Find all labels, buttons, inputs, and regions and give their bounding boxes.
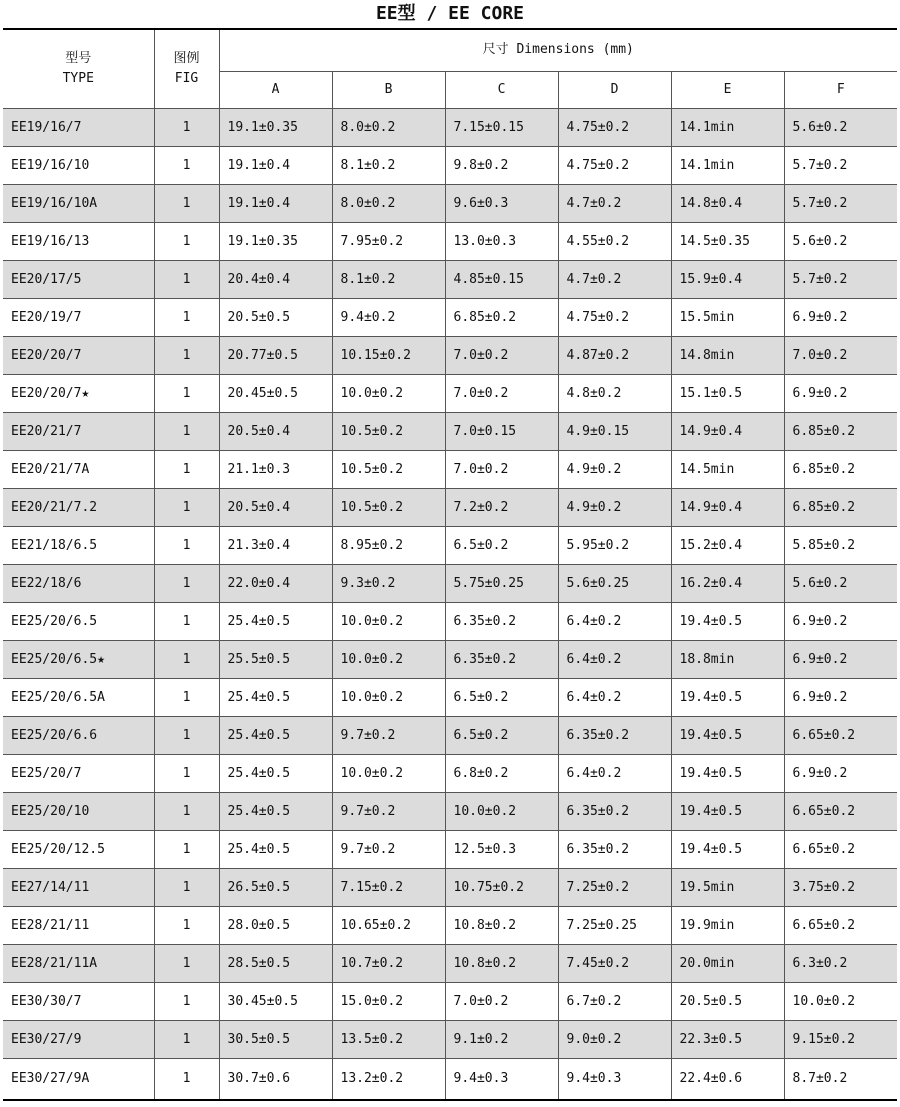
dim-c-cell: 4.85±0.15 [445,260,558,298]
table-row [3,830,897,868]
type-cell: EE22/18/6 [3,564,154,602]
fig-cell: 1 [154,260,219,298]
table-row [3,982,897,1020]
table-row [3,488,897,526]
dim-b-cell: 9.7±0.2 [332,792,445,830]
dim-c-cell: 6.5±0.2 [445,526,558,564]
dim-c-cell: 7.0±0.2 [445,982,558,1020]
table-row [3,1020,897,1058]
dim-b-cell: 15.0±0.2 [332,982,445,1020]
dim-d-cell: 6.4±0.2 [558,602,671,640]
table-row [3,336,897,374]
dim-f-cell: 6.65±0.2 [784,906,897,944]
dim-f-cell: 10.0±0.2 [784,982,897,1020]
dim-c-cell: 12.5±0.3 [445,830,558,868]
type-cell: EE28/21/11A [3,944,154,982]
table-row [3,602,897,640]
dim-e-cell: 18.8min [671,640,784,678]
fig-cell: 1 [154,412,219,450]
fig-cell: 1 [154,982,219,1020]
dim-d-cell: 9.4±0.3 [558,1058,671,1100]
dim-e-cell: 20.0min [671,944,784,982]
type-cell: EE19/16/7 [3,108,154,146]
type-cell: EE20/20/7 [3,336,154,374]
fig-cell: 1 [154,906,219,944]
dim-e-cell: 15.2±0.4 [671,526,784,564]
dim-e-cell: 22.4±0.6 [671,1058,784,1100]
dim-b-cell: 9.7±0.2 [332,716,445,754]
table-row [3,754,897,792]
dim-e-cell: 14.1min [671,146,784,184]
dim-c-cell: 9.4±0.3 [445,1058,558,1100]
dim-e-cell: 14.9±0.4 [671,412,784,450]
table-row [3,260,897,298]
dim-a-cell: 25.4±0.5 [219,602,332,640]
dim-a-cell: 25.4±0.5 [219,830,332,868]
type-header-cn: 型号 [65,50,92,66]
fig-cell: 1 [154,792,219,830]
table-row [3,868,897,906]
dim-e-cell: 14.5±0.35 [671,222,784,260]
dim-d-cell: 4.9±0.2 [558,450,671,488]
dim-b-cell: 8.95±0.2 [332,526,445,564]
dim-d-cell: 4.9±0.2 [558,488,671,526]
type-cell: EE19/16/13 [3,222,154,260]
dim-b-cell: 10.0±0.2 [332,678,445,716]
dim-a-cell: 22.0±0.4 [219,564,332,602]
dim-a-cell: 20.45±0.5 [219,374,332,412]
dim-e-cell: 15.5min [671,298,784,336]
dim-b-cell: 10.5±0.2 [332,488,445,526]
dim-f-cell: 6.65±0.2 [784,792,897,830]
dim-d-cell: 6.4±0.2 [558,640,671,678]
dim-b-cell: 9.3±0.2 [332,564,445,602]
type-cell: EE27/14/11 [3,868,154,906]
type-cell: EE20/21/7A [3,450,154,488]
type-cell: EE28/21/11 [3,906,154,944]
dim-c-cell: 10.75±0.2 [445,868,558,906]
table-row [3,944,897,982]
fig-cell: 1 [154,944,219,982]
type-cell: EE25/20/7 [3,754,154,792]
dim-d-cell: 6.35±0.2 [558,792,671,830]
column-header-e: E [671,71,784,108]
table-row [3,716,897,754]
dim-f-cell: 6.9±0.2 [784,298,897,336]
dim-e-cell: 14.5min [671,450,784,488]
fig-cell: 1 [154,184,219,222]
dim-b-cell: 8.1±0.2 [332,260,445,298]
table-row [3,792,897,830]
table-row [3,678,897,716]
dim-f-cell: 6.65±0.2 [784,716,897,754]
table-row [3,640,897,678]
dim-d-cell: 4.55±0.2 [558,222,671,260]
dim-f-cell: 5.7±0.2 [784,260,897,298]
dim-f-cell: 6.9±0.2 [784,640,897,678]
dim-f-cell: 6.9±0.2 [784,374,897,412]
dim-e-cell: 19.4±0.5 [671,716,784,754]
dim-b-cell: 10.15±0.2 [332,336,445,374]
dim-b-cell: 10.7±0.2 [332,944,445,982]
type-cell: EE25/20/6.5A [3,678,154,716]
type-cell: EE20/21/7 [3,412,154,450]
fig-cell: 1 [154,564,219,602]
dim-b-cell: 10.5±0.2 [332,450,445,488]
dim-e-cell: 19.4±0.5 [671,830,784,868]
dim-b-cell: 7.95±0.2 [332,222,445,260]
dim-e-cell: 19.4±0.5 [671,792,784,830]
dim-d-cell: 7.45±0.2 [558,944,671,982]
dim-a-cell: 26.5±0.5 [219,868,332,906]
dim-e-cell: 22.3±0.5 [671,1020,784,1058]
dim-a-cell: 19.1±0.35 [219,222,332,260]
dim-f-cell: 5.6±0.2 [784,222,897,260]
dim-f-cell: 6.85±0.2 [784,450,897,488]
dim-e-cell: 20.5±0.5 [671,982,784,1020]
dim-a-cell: 20.4±0.4 [219,260,332,298]
dim-d-cell: 4.8±0.2 [558,374,671,412]
dim-c-cell: 6.5±0.2 [445,678,558,716]
dim-a-cell: 30.45±0.5 [219,982,332,1020]
dim-f-cell: 5.6±0.2 [784,108,897,146]
dim-d-cell: 6.4±0.2 [558,754,671,792]
fig-cell: 1 [154,640,219,678]
fig-cell: 1 [154,222,219,260]
dim-a-cell: 21.3±0.4 [219,526,332,564]
dim-a-cell: 25.5±0.5 [219,640,332,678]
dim-a-cell: 21.1±0.3 [219,450,332,488]
dim-c-cell: 6.5±0.2 [445,716,558,754]
fig-cell: 1 [154,526,219,564]
dim-b-cell: 9.4±0.2 [332,298,445,336]
dim-d-cell: 4.9±0.15 [558,412,671,450]
dim-c-cell: 6.85±0.2 [445,298,558,336]
fig-column-header [154,29,219,108]
dim-e-cell: 15.9±0.4 [671,260,784,298]
dim-b-cell: 10.0±0.2 [332,602,445,640]
table-row [3,222,897,260]
type-cell: EE25/20/6.6 [3,716,154,754]
dimensions-header: 尺寸 Dimensions (mm) [219,29,897,71]
dim-b-cell: 13.2±0.2 [332,1058,445,1100]
dim-c-cell: 7.0±0.2 [445,450,558,488]
dim-c-cell: 6.8±0.2 [445,754,558,792]
dim-d-cell: 4.7±0.2 [558,260,671,298]
table-row [3,108,897,146]
dim-c-cell: 9.6±0.3 [445,184,558,222]
dim-d-cell: 5.6±0.25 [558,564,671,602]
table-row [3,1058,897,1100]
dim-b-cell: 9.7±0.2 [332,830,445,868]
dim-f-cell: 8.7±0.2 [784,1058,897,1100]
dim-f-cell: 6.3±0.2 [784,944,897,982]
table-row [3,450,897,488]
dim-a-cell: 20.77±0.5 [219,336,332,374]
table-row [3,564,897,602]
dim-c-cell: 7.2±0.2 [445,488,558,526]
fig-cell: 1 [154,602,219,640]
dim-e-cell: 14.9±0.4 [671,488,784,526]
type-cell: EE25/20/10 [3,792,154,830]
dim-f-cell: 5.7±0.2 [784,146,897,184]
dim-a-cell: 19.1±0.4 [219,146,332,184]
dim-b-cell: 10.5±0.2 [332,412,445,450]
dim-e-cell: 19.4±0.5 [671,678,784,716]
dim-c-cell: 7.0±0.2 [445,336,558,374]
dim-f-cell: 6.65±0.2 [784,830,897,868]
dim-e-cell: 14.8min [671,336,784,374]
dim-a-cell: 19.1±0.35 [219,108,332,146]
dim-a-cell: 20.5±0.4 [219,412,332,450]
fig-cell: 1 [154,336,219,374]
dim-f-cell: 6.9±0.2 [784,754,897,792]
dim-a-cell: 30.7±0.6 [219,1058,332,1100]
dim-e-cell: 19.4±0.5 [671,754,784,792]
dim-c-cell: 13.0±0.3 [445,222,558,260]
dim-f-cell: 7.0±0.2 [784,336,897,374]
table-row [3,412,897,450]
dim-a-cell: 25.4±0.5 [219,678,332,716]
dim-f-cell: 5.6±0.2 [784,564,897,602]
fig-cell: 1 [154,868,219,906]
dim-e-cell: 19.9min [671,906,784,944]
table-row [3,298,897,336]
dim-b-cell: 10.0±0.2 [332,754,445,792]
dim-d-cell: 6.35±0.2 [558,830,671,868]
dim-c-cell: 5.75±0.25 [445,564,558,602]
column-header-b: B [332,71,445,108]
dim-d-cell: 4.75±0.2 [558,298,671,336]
dim-d-cell: 4.7±0.2 [558,184,671,222]
fig-cell: 1 [154,146,219,184]
dim-f-cell: 6.85±0.2 [784,412,897,450]
type-cell: EE25/20/12.5 [3,830,154,868]
dim-b-cell: 13.5±0.2 [332,1020,445,1058]
fig-cell: 1 [154,716,219,754]
type-header-en: TYPE [62,70,94,86]
dim-d-cell: 6.35±0.2 [558,716,671,754]
dim-c-cell: 10.8±0.2 [445,944,558,982]
dim-b-cell: 10.0±0.2 [332,374,445,412]
dim-c-cell: 7.0±0.15 [445,412,558,450]
fig-cell: 1 [154,754,219,792]
type-column-header [3,29,154,108]
fig-cell: 1 [154,1020,219,1058]
dim-f-cell: 6.85±0.2 [784,488,897,526]
fig-cell: 1 [154,450,219,488]
dim-e-cell: 19.5min [671,868,784,906]
column-header-f: F [784,71,897,108]
dim-c-cell: 9.8±0.2 [445,146,558,184]
dim-c-cell: 7.0±0.2 [445,374,558,412]
dim-b-cell: 8.0±0.2 [332,108,445,146]
table-row [3,146,897,184]
dim-b-cell: 8.0±0.2 [332,184,445,222]
dim-d-cell: 4.75±0.2 [558,108,671,146]
dim-a-cell: 25.4±0.5 [219,754,332,792]
dim-f-cell: 9.15±0.2 [784,1020,897,1058]
dim-d-cell: 6.7±0.2 [558,982,671,1020]
dim-a-cell: 28.5±0.5 [219,944,332,982]
fig-cell: 1 [154,298,219,336]
dim-a-cell: 25.4±0.5 [219,716,332,754]
type-cell: EE21/18/6.5 [3,526,154,564]
dim-c-cell: 6.35±0.2 [445,602,558,640]
dim-f-cell: 3.75±0.2 [784,868,897,906]
dim-a-cell: 20.5±0.4 [219,488,332,526]
fig-cell: 1 [154,678,219,716]
dim-a-cell: 28.0±0.5 [219,906,332,944]
dim-a-cell: 30.5±0.5 [219,1020,332,1058]
dim-b-cell: 7.15±0.2 [332,868,445,906]
dim-c-cell: 10.0±0.2 [445,792,558,830]
fig-cell: 1 [154,830,219,868]
dim-e-cell: 14.8±0.4 [671,184,784,222]
type-cell: EE20/17/5 [3,260,154,298]
dim-c-cell: 10.8±0.2 [445,906,558,944]
fig-cell: 1 [154,488,219,526]
table-row [3,184,897,222]
dim-c-cell: 9.1±0.2 [445,1020,558,1058]
dim-f-cell: 6.9±0.2 [784,602,897,640]
table-row [3,374,897,412]
dim-a-cell: 25.4±0.5 [219,792,332,830]
table-body [3,108,897,1100]
dim-e-cell: 16.2±0.4 [671,564,784,602]
dim-e-cell: 19.4±0.5 [671,602,784,640]
fig-cell: 1 [154,108,219,146]
type-cell: EE25/20/6.5★ [3,640,154,678]
dim-a-cell: 19.1±0.4 [219,184,332,222]
dim-b-cell: 8.1±0.2 [332,146,445,184]
type-cell: EE19/16/10 [3,146,154,184]
dim-f-cell: 5.7±0.2 [784,184,897,222]
dim-d-cell: 9.0±0.2 [558,1020,671,1058]
column-header-c: C [445,71,558,108]
column-header-d: D [558,71,671,108]
fig-header-cn: 图例 [173,50,200,66]
dim-d-cell: 4.87±0.2 [558,336,671,374]
dim-a-cell: 20.5±0.5 [219,298,332,336]
type-cell: EE30/30/7 [3,982,154,1020]
table-row [3,906,897,944]
ee-core-dimensions-table [3,28,897,1101]
type-cell: EE20/20/7★ [3,374,154,412]
type-cell: EE20/19/7 [3,298,154,336]
page-title: EE型 / EE CORE [375,3,525,24]
dim-d-cell: 6.4±0.2 [558,678,671,716]
fig-cell: 1 [154,374,219,412]
dim-d-cell: 7.25±0.25 [558,906,671,944]
dim-e-cell: 15.1±0.5 [671,374,784,412]
dim-d-cell: 4.75±0.2 [558,146,671,184]
table-row [3,526,897,564]
dim-b-cell: 10.65±0.2 [332,906,445,944]
dim-c-cell: 7.15±0.15 [445,108,558,146]
type-cell: EE30/27/9 [3,1020,154,1058]
type-cell: EE20/21/7.2 [3,488,154,526]
dim-f-cell: 6.9±0.2 [784,678,897,716]
fig-cell: 1 [154,1058,219,1100]
dim-c-cell: 6.35±0.2 [445,640,558,678]
type-cell: EE25/20/6.5 [3,602,154,640]
dim-b-cell: 10.0±0.2 [332,640,445,678]
column-header-a: A [219,71,332,108]
type-cell: EE19/16/10A [3,184,154,222]
table-header [3,29,897,108]
dim-e-cell: 14.1min [671,108,784,146]
fig-header-en: FIG [174,70,199,86]
dim-d-cell: 7.25±0.2 [558,868,671,906]
dim-d-cell: 5.95±0.2 [558,526,671,564]
type-cell: EE30/27/9A [3,1058,154,1100]
dim-f-cell: 5.85±0.2 [784,526,897,564]
